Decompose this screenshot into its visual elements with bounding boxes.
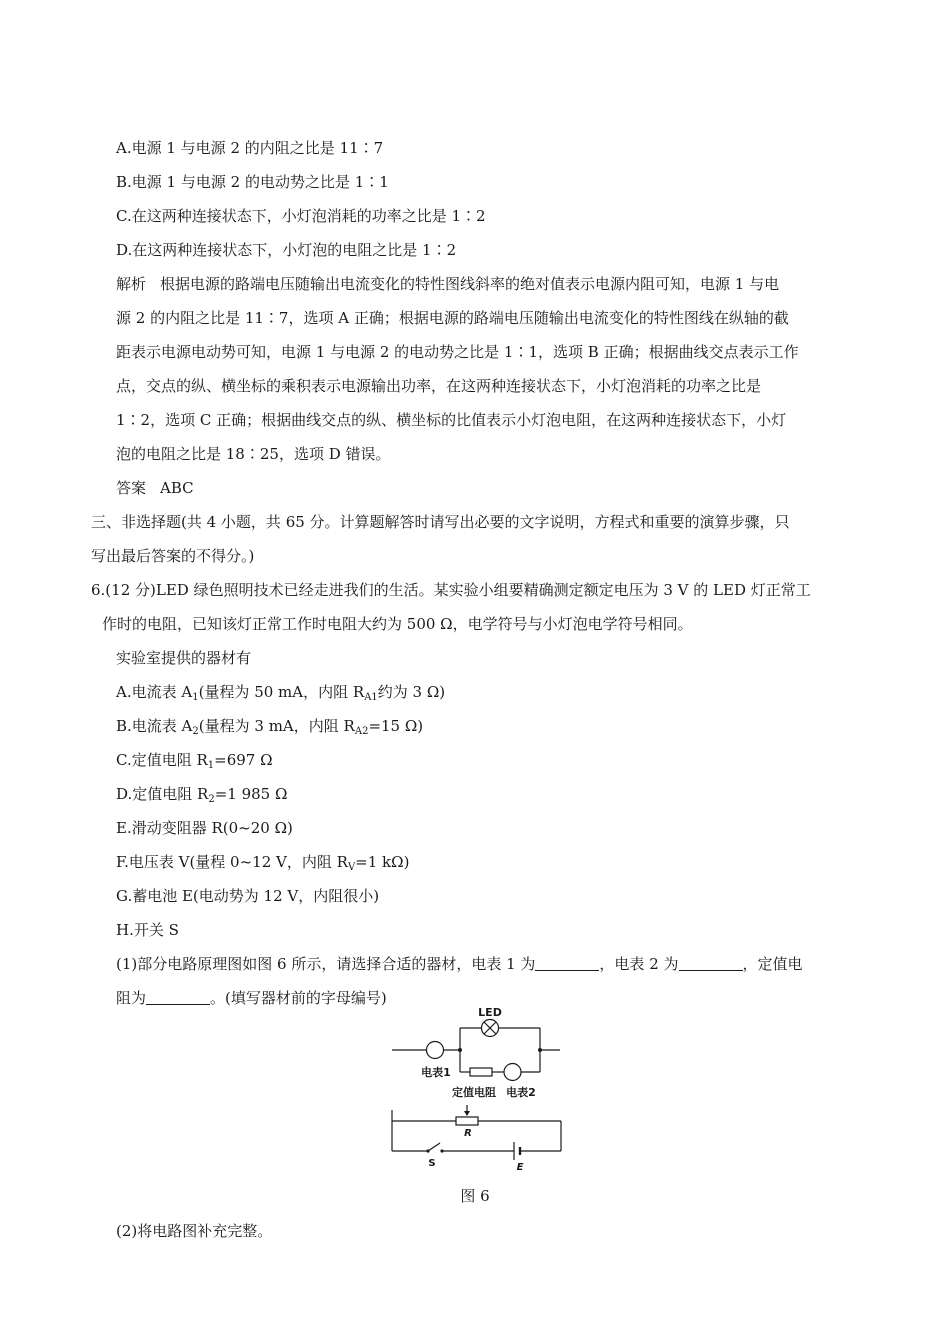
q6-line-2: 作时的电阻，已知该灯正常工作时电阻大约为 500 Ω，电学符号与小灯泡电学符号相同。	[102, 615, 693, 633]
answer-blank-meter2[interactable]	[679, 956, 743, 971]
q6-line-1: 6.(12 分)LED 绿色照明技术已经走进我们的生活。某实验小组要精确测定额定电压为 3 V 的 LED 灯正常工	[91, 581, 811, 599]
analysis-label: 解析	[116, 275, 147, 293]
fixed-resistor-symbol	[470, 1068, 492, 1076]
switch-blade	[428, 1143, 440, 1151]
answer-blank-resistor[interactable]	[146, 990, 210, 1005]
equipment-b	[116, 716, 423, 736]
analysis-line-5: 1∶2，选项 C 正确；根据曲线交点的纵、横坐标的比值表示小灯泡电阻，在这两种连接状态下，小灯	[116, 411, 787, 429]
equipment-c-post: =697 Ω	[214, 751, 273, 769]
rheostat-arrow	[464, 1111, 470, 1116]
analysis-line-4: 点，交点的纵、横坐标的乘积表示电源输出功率，在这两种连接状态下，小灯泡消耗的功率之比是	[116, 377, 762, 395]
equipment-d-post: =1 985 Ω	[214, 785, 288, 803]
rheostat-label: R	[464, 1128, 472, 1139]
equipment-g: G.蓄电池 E(电动势为 12 V，内阻很小)	[116, 887, 380, 905]
option-a: A.电源 1 与电源 2 的内阻之比是 11∶7	[116, 139, 384, 157]
part1-text-5: 。(填写器材前的字母编号)	[210, 989, 387, 1007]
meter1-symbol	[427, 1042, 444, 1059]
option-c: C.在这两种连接状态下，小灯泡消耗的功率之比是 1∶2	[116, 207, 486, 225]
resistor-label: 定值电阻	[452, 1086, 496, 1099]
equipment-f-sub: V	[347, 862, 356, 873]
answer-blank-meter1[interactable]	[535, 956, 599, 971]
equipment-e: E.滑动变阻器 R(0~20 Ω)	[116, 819, 293, 837]
part1-line-2	[116, 988, 387, 1008]
equipment-b-sub: 2	[192, 726, 199, 737]
part1-text-1: (1)部分电路原理图如图 6 所示，请选择合适的器材，电表 1 为	[116, 955, 536, 973]
option-d: D.在这两种连接状态下，小灯泡的电阻之比是 1∶2	[116, 241, 457, 259]
equipment-a-post: 约为 3 Ω)	[377, 683, 446, 701]
switch-label: S	[428, 1158, 436, 1169]
meter1-label: 电表1	[421, 1066, 451, 1079]
equipment-d	[116, 784, 287, 804]
option-b: B.电源 1 与电源 2 的电动势之比是 1∶1	[116, 173, 389, 191]
equipment-b-post: =15 Ω)	[368, 717, 424, 735]
part1-text-4: 阻为	[116, 989, 147, 1007]
battery-label: E	[516, 1162, 524, 1173]
analysis-line-6: 泡的电阻之比是 18∶25，选项 D 错误。	[116, 445, 391, 463]
circuit-diagram	[380, 1008, 580, 1178]
equipment-b-sub2: A2	[354, 726, 369, 737]
figure-caption: 图 6	[460, 1187, 490, 1205]
part1-text-2: ，电表 2 为	[599, 955, 679, 973]
equipment-c-pre: C.定值电阻 R	[116, 751, 208, 769]
equipment-a-sub2: A1	[364, 692, 378, 703]
meter2-symbol	[504, 1064, 521, 1081]
equipment-f-post: =1 kΩ)	[355, 853, 410, 871]
answer-value: ABC	[160, 479, 194, 497]
led-label: LED	[478, 1008, 502, 1019]
equipment-c	[116, 750, 273, 770]
part1-text-3: ，定值电	[742, 955, 803, 973]
equipment-a-sub: 1	[192, 692, 199, 703]
equipment-h: H.开关 S	[116, 921, 179, 939]
section-heading-line-1: 三、非选择题(共 4 小题，共 65 分。计算题解答时请写出必要的文字说明，方程式和重要的演算步骤，只	[91, 513, 790, 531]
equipment-intro: 实验室提供的器材有	[116, 649, 252, 667]
equipment-a-pre: A.电流表 A	[116, 683, 193, 701]
equipment-f-pre: F.电压表 V(量程 0~12 V，内阻 R	[116, 853, 348, 871]
junction-left	[458, 1048, 462, 1052]
answer-line	[116, 478, 194, 498]
rheostat-symbol	[456, 1117, 478, 1125]
switch-pivot	[426, 1149, 429, 1152]
part2-line: (2)将电路图补充完整。	[116, 1222, 273, 1240]
section-heading-line-2: 写出最后答案的不得分。)	[91, 547, 255, 565]
switch-contact	[440, 1149, 443, 1152]
equipment-c-sub: 1	[207, 760, 215, 771]
part1-line-1	[116, 954, 803, 974]
equipment-a	[116, 682, 445, 702]
equipment-d-sub: 2	[208, 794, 215, 805]
analysis-line-2: 源 2 的内阻之比是 11∶7，选项 A 正确；根据电源的路端电压随输出电流变化的特性图线在纵轴的截	[116, 309, 789, 327]
equipment-d-pre: D.定值电阻 R	[116, 785, 209, 803]
analysis-text-1: 根据电源的路端电压随输出电流变化的特性图线斜率的绝对值表示电源内阻可知，电源 1 与电	[160, 275, 780, 293]
junction-right	[538, 1048, 542, 1052]
equipment-b-mid: (量程为 3 mA，内阻 R	[198, 717, 355, 735]
answer-label: 答案	[116, 479, 147, 497]
equipment-b-pre: B.电流表 A	[116, 717, 193, 735]
meter2-label: 电表2	[506, 1086, 536, 1099]
equipment-a-mid: (量程为 50 mA，内阻 R	[198, 683, 365, 701]
analysis-line-1	[116, 274, 779, 294]
equipment-f	[116, 852, 409, 872]
analysis-line-3: 距表示电源电动势可知，电源 1 与电源 2 的电动势之比是 1∶1，选项 B 正确；根据曲线交点表示工作	[116, 343, 799, 361]
